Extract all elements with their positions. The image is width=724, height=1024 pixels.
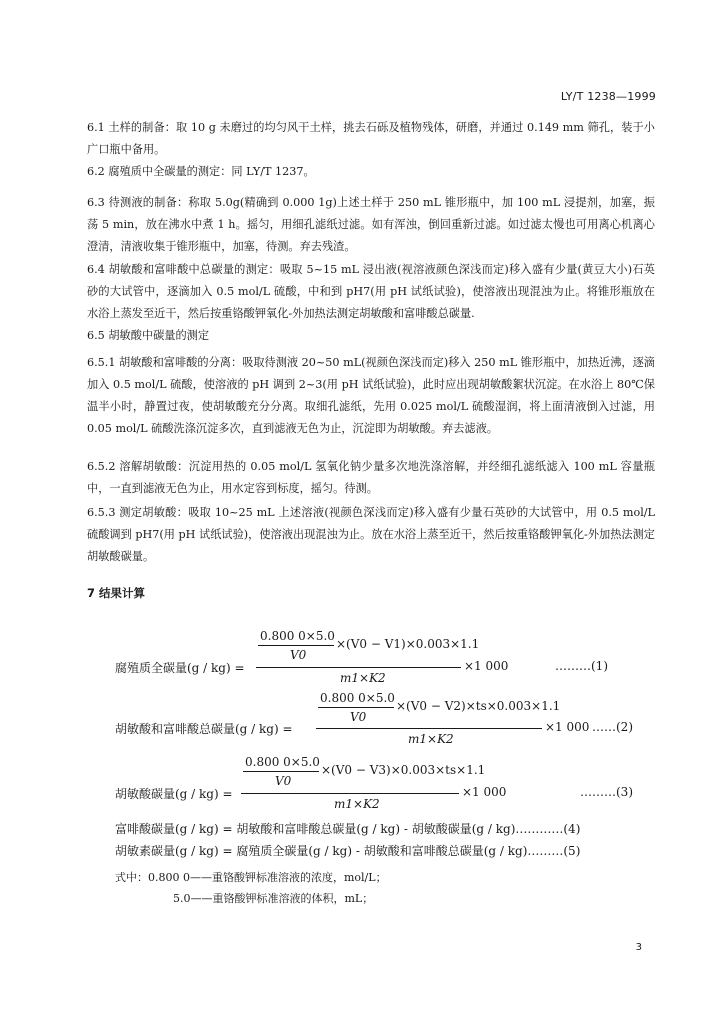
formula1-denominator: m1×K2 (340, 671, 386, 685)
formula1-v0: V0 (290, 648, 307, 662)
formula3-label: 胡敏酸碳量(g / kg) = (115, 787, 233, 801)
paragraph-6-3: 6.3 待测液的制备：称取 5.0g(精确到 0.000 1g)上述土样于 250 mL 锥形瓶中，加 100 mL 浸提剂，加塞，振荡 5 min，放在沸水中煮 1 h。摇匀，用细孔滤纸过滤。如有浑浊，倒回重新过滤。如过滤太慢也可用离心机离心澄清，清液收集于锥形瓶中，加塞，待测。弃去残渣。 (87, 196, 655, 253)
formula1-coef: 0.800 0×5.0 (260, 629, 335, 643)
where-line-2: 5.0——重铬酸钾标准溶液的体积，mL； (173, 892, 374, 905)
formula1-label: 腐殖质全碳量(g / kg) = (115, 661, 245, 675)
formula3-fraction-line (241, 793, 459, 794)
paragraph-6-5-2: 6.5.2 溶解胡敏酸：沉淀用热的 0.05 mol/L 氢氧化钠少量多次地洗涤溶解，并经细孔滤纸滤入 100 mL 容量瓶中，一直到滤液无色为止，用水定容到标度，摇匀。待测。 (87, 460, 655, 495)
formula3-v0: V0 (275, 774, 292, 788)
formula1-times: ×1 000 (464, 659, 509, 673)
paragraph-6-2: 6.2 腐殖质中全碳量的测定：同 LY/T 1237。 (87, 165, 315, 178)
formula1-inner-fraction-line (258, 645, 334, 646)
formula3-denominator: m1×K2 (334, 797, 380, 811)
formula2-times: ×1 000 (545, 720, 590, 734)
formula2-coef: 0.800 0×5.0 (320, 691, 395, 705)
formula2-number: ……(2) (592, 720, 633, 734)
formula2-label: 胡敏酸和富啡酸总碳量(g / kg) = (115, 722, 293, 736)
formula1-fraction-line (256, 667, 461, 668)
paragraph-6-5-1: 6.5.1 胡敏酸和富啡酸的分离：吸取待测液 20~50 mL(视颜色深浅而定)移入 250 mL 锥形瓶中，加热近沸，逐滴加入 0.5 mol/L 硫酸，使溶液的 pH 调到 2~3(用 pH 试纸试验)，此时应出现胡敏酸絮状沉淀。在水浴上 80℃保温半小时，静置过夜，使胡敏酸充分分离。取细孔滤纸，先用 0.025 mol/L 硫酸湿润，将上面清液倒入过滤，用 0.05 mol/L 硫酸洗涤沉淀多次，直到滤液无色为止，沉淀即为胡敏酸。弃去滤液。 (87, 356, 655, 435)
formula4: 富啡酸碳量(g / kg) = 胡敏酸和富啡酸总碳量(g / kg) - 胡敏酸碳量(g / kg)…………(4) (115, 822, 581, 836)
formula1-rest: ×(V0 − V1)×0.003×1.1 (336, 637, 480, 651)
formula5: 胡敏素碳量(g / kg) = 腐殖质全碳量(g / kg) - 胡敏酸和富啡酸总碳量(g / kg)………(5) (115, 844, 581, 858)
formula1-number: ………(1) (555, 659, 608, 673)
formula2-denominator: m1×K2 (408, 732, 454, 746)
formula2-v0: V0 (350, 710, 367, 724)
page-number: 3 (635, 942, 642, 953)
where-line-1: 式中：0.800 0——重铬酸钾标准溶液的浓度，mol/L； (115, 871, 387, 884)
formula2-fraction-line (316, 728, 542, 729)
section-7-heading: 7 结果计算 (87, 586, 146, 600)
formula3-coef: 0.800 0×5.0 (245, 755, 320, 769)
formula3-inner-fraction-line (243, 771, 319, 772)
paragraph-6-1: 6.1 土样的制备：取 10 g 未磨过的均匀风干土样，挑去石砾及植物残体，研磨，并通过 0.149 mm 筛孔，装于小广口瓶中备用。 (87, 121, 655, 156)
formula3-number: ………(3) (580, 785, 633, 799)
paragraph-6-5-3: 6.5.3 测定胡敏酸：吸取 10~25 mL 上述溶液(视颜色深浅而定)移入盛有少量石英砂的大试管中，用 0.5 mol/L 硫酸调到 pH7(用 pH 试纸试验)，使溶液出现混浊为止。放在水浴上蒸至近干，然后按重铬酸钾氧化-外加热法测定胡敏酸碳量。 (87, 506, 655, 563)
paragraph-6-5: 6.5 胡敏酸中碳量的测定 (87, 329, 210, 342)
formula2-inner-fraction-line (318, 707, 394, 708)
formula3-rest: ×(V0 − V3)×0.003×ts×1.1 (321, 763, 486, 777)
paragraph-6-4: 6.4 胡敏酸和富啡酸中总碳量的测定：吸取 5~15 mL 浸出液(视溶液颜色深浅而定)移入盛有少量(黄豆大小)石英砂的大试管中，逐滴加入 0.5 mol/L 硫酸，中和到 pH7(用 pH 试纸试验)，使溶液出现混浊为止。将锥形瓶放在水浴上蒸发至近干，然后按重铬酸钾氧化-外加热法测定胡敏酸和富啡酸总碳量. (87, 263, 655, 320)
formula3-times: ×1 000 (462, 785, 507, 799)
standard-number: LY/T 1238—1999 (560, 90, 656, 103)
formula2-rest: ×(V0 − V2)×ts×0.003×1.1 (396, 699, 561, 713)
